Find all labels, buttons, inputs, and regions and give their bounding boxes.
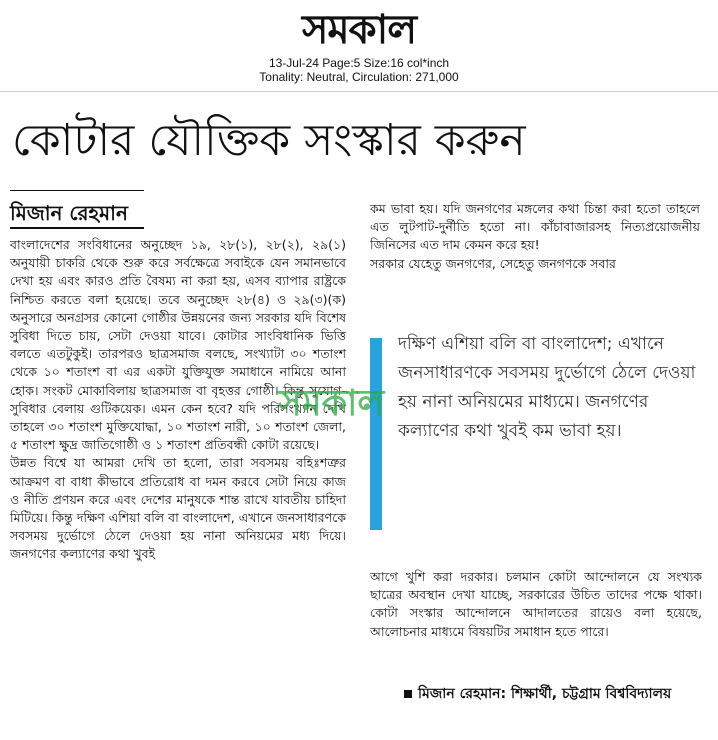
newspaper-watermark: সমকাল xyxy=(278,383,385,424)
left-paragraph-1: বাংলাদেশের সংবিধানের অনুচ্ছেদ ১৯, ২৮(১), ২৮(২), ২৯(১) অনুযায়ী চাকরি থেকে শুরু করে সর্বক্ষেত্রে সবাইকে যেন সমানভাবে দেখা হয় এবং কারও প্রতি বৈষম্য না করা হয়, এসব ব্যাপার রাষ্ট্রকে নিশ্চিত করতে বলা হয়েছে। তবে অনুচ্ছেদ ২৮(৪) ও ২৯(৩)(ক) অনুসারে অনগ্রসর কোনো গোষ্ঠীর উন্নয়নের জন্য সরকার যদি বিশেষ সুবিধা দিতে চায়, সেটা দেওয়া যাবে। কোটার সাংবিধানিক ভিত্তি বলতে এতটুকুই। তারপরও ছাত্রসমাজ বলছে, সংখ্যাটা ৩০ শতাংশ থেকে ১০ শতাংশ বা এর একটা যুক্তিযুক্ত সমাধানে নামিয়ে আনা হোক। সংকট মোকাবিলায় ছাত্রসমাজ বা বৃহত্তর গোষ্ঠী। কিন্তু সুযোগ-সুবিধার বেলায় গুটিকয়েক। এমন কেন হবে? যদি পরিসংখ্যান দেখি তাহলে ৩০ শতাংশ মুক্তিযোদ্ধা, ১০ শতাংশ নারী, ১০ শতাংশ জেলা, ৫ শতাংশ ক্ষুদ্র জাতিগোষ্ঠী ও ১ শতাংশ প্রতিবন্ধী কোটা রয়েছে। xyxy=(10,237,346,453)
author-signature xyxy=(404,684,714,704)
right-top-paragraph-1: কম ভাবা হয়। যদি জনগণের মঙ্গলের কথা চিন্তা করা হতো তাহলে এত লুটপাট-দুর্নীতি হতো না। কাঁচাবাজারসহ নিত্যপ্রয়োজনীয় জিনিসের এত দাম কেমন করে হয়! xyxy=(370,201,700,253)
newspaper-logo: সমকাল xyxy=(301,7,417,53)
article-byline: মিজান রেহমান xyxy=(10,201,128,225)
byline-bottom-rule xyxy=(10,227,144,229)
author-signature-text: মিজান রেহমান: শিক্ষার্থী, চট্টগ্রাম বিশ্ববিদ্যালয় xyxy=(418,686,672,702)
square-bullet-icon xyxy=(404,690,412,698)
right-column-top xyxy=(370,200,700,273)
left-paragraph-2: উন্নত বিশ্বে যা আমরা দেখি তা হলো, তারা সবসময় বহিঃশত্রুর আক্রমণ বা বাধা কীভাবে প্রতিরোধ বা দমন করবে সেটা নিয়ে কাজ ও নীতি প্রণয়ন করে এবং দেশের মানুষকে শান্ত রাখে যাবতীয় চাহিদা মিটিয়ে। কিন্তু দক্ষিণ এশিয়া বলি বা বাংলাদেশ, এখানে জনসাধারণকে সবসময় দুর্ভোগে ঠেলে দেওয়া হয় নানা অনিয়মের মধ্য দিয়ে। জনগণের কল্যাণের কথা খুবই xyxy=(10,455,346,562)
right-bottom-paragraph-1: আগে খুশি করা দরকার। চলমান কোটা আন্দোলনে যে সংখ্যক ছাত্রের অবস্থান দেখা যাচ্ছে, সরকারের উচিত তাদের পক্ষে থাকা। কোটা সংস্কার আন্দোলনে আদালতের রায়েও বলা হয়েছে, আলোচনার মাধ্যমে বিষয়টির সমাধান হতে পারে। xyxy=(370,569,702,639)
clipping-meta-line-1: 13-Jul-24 Page:5 Size:16 col*inch xyxy=(268,56,450,70)
byline-top-rule xyxy=(10,190,144,191)
header-divider xyxy=(0,91,718,92)
masthead xyxy=(0,4,718,84)
pull-quote-bar xyxy=(370,338,382,530)
pull-quote: দক্ষিণ এশিয়া বলি বা বাংলাদেশ; এখানে জনসাধারণকে সবসময় দুর্ভোগে ঠেলে দেওয়া হয় নানা অনিয়মের মাধ্যমে। জনগণের কল্যাণের কথা খুবই কম ভাবা হয়। xyxy=(398,334,696,441)
right-top-paragraph-2: সরকার যেহেতু জনগণের, সেহেতু জনগণকে সবার xyxy=(370,255,616,271)
clipping-meta-line-2: Tonality: Neutral, Circulation: 271,000 xyxy=(259,70,459,84)
article-headline: কোটার যৌক্তিক সংস্কার করুন xyxy=(12,115,526,166)
right-column-bottom xyxy=(370,568,702,641)
